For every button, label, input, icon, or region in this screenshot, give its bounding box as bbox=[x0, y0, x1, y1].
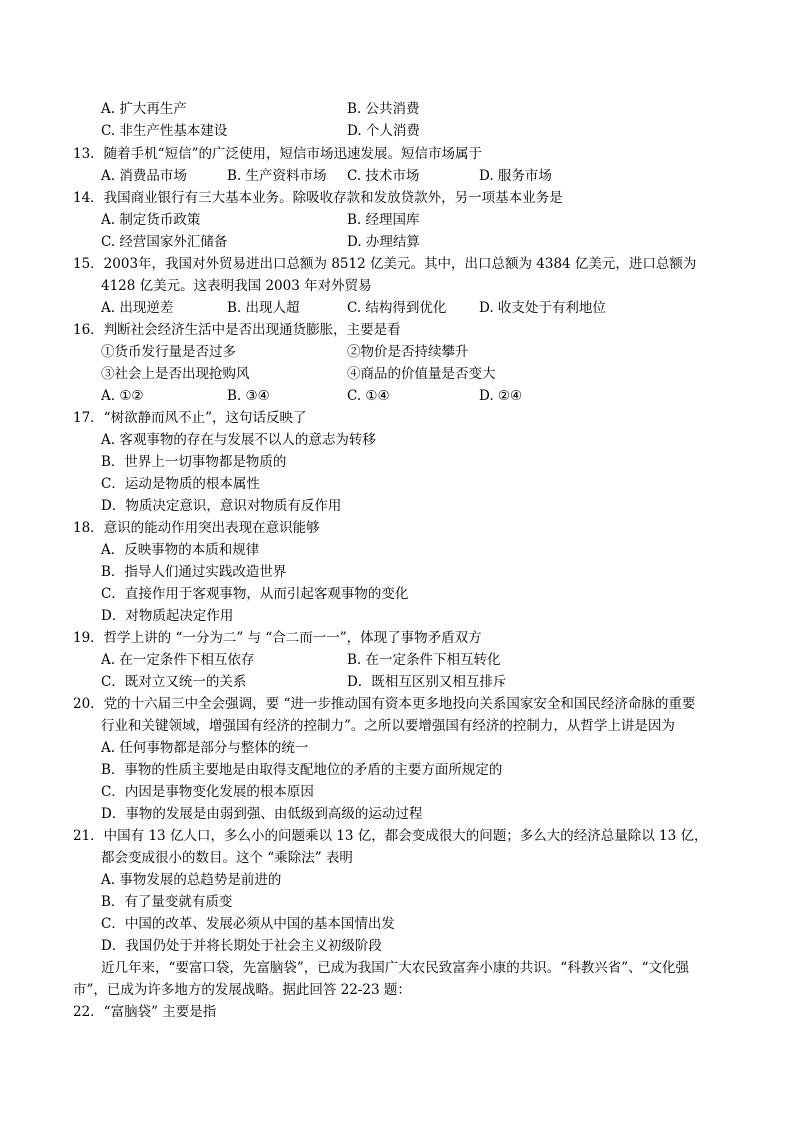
answer-option: A. 在一定条件下相互依存 bbox=[101, 652, 255, 668]
text-line: 21．中国有 13 亿人口，多么小的问题乘以 13 亿，都会变成很大的问题；多么大的经济总量除以 13 亿， bbox=[73, 828, 708, 844]
answer-option: C. 非生产性基本建设 bbox=[101, 123, 228, 139]
text-line: 市”，已成为许多地方的发展战略。据此回答 22-23 题： bbox=[73, 982, 411, 998]
text-line: B．指导人们通过实践改造世界 bbox=[101, 564, 287, 580]
answer-option: C. ①④ bbox=[347, 388, 390, 404]
answer-option: B. 生产资料市场 bbox=[227, 168, 327, 184]
answer-option: D. 个人消费 bbox=[347, 123, 420, 139]
text-line: 近几年来，“要富口袋，先富脑袋”，已成为我国广大农民致富奔小康的共识。“科教兴省”、“文化强 bbox=[101, 960, 690, 976]
text-line: B．事物的性质主要地是由取得支配地位的矛盾的主要方面所规定的 bbox=[101, 762, 503, 778]
text-line: 14．我国商业银行有三大基本业务。除吸收存款和发放贷款外，另一项基本业务是 bbox=[73, 190, 563, 206]
text-line: 15．2003年，我国对外贸易进出口总额为 8512 亿美元。其中，出口总额为 4384 亿美元，进口总额为 bbox=[73, 256, 697, 272]
text-line: B．世界上一切事物都是物质的 bbox=[101, 454, 287, 470]
answer-option: D. 服务市场 bbox=[479, 168, 552, 184]
text-line: 22．“富脑袋” 主要是指 bbox=[73, 1004, 217, 1020]
answer-option: B. 在一定条件下相互转化 bbox=[347, 652, 501, 668]
answer-option: B. 公共消费 bbox=[347, 101, 420, 117]
text-line: B．有了量变就有质变 bbox=[101, 894, 233, 910]
text-line: A. 事物发展的总趋势是前进的 bbox=[101, 872, 282, 888]
answer-option: D. 收支处于有利地位 bbox=[479, 300, 606, 316]
answer-option: C. 经营国家外汇储备 bbox=[101, 234, 228, 250]
answer-option: A. 制定货币政策 bbox=[101, 212, 201, 228]
text-line: 13．随着手机“短信”的广泛使用，短信市场迅速发展。短信市场属于 bbox=[73, 146, 482, 162]
text-line: A. 客观事物的存在与发展不以人的意志为转移 bbox=[101, 432, 376, 448]
answer-option: B. 出现人超 bbox=[227, 300, 300, 316]
text-line: 行业和关键领域，增强国有经济的控制力”。之所以要增强国有经济的控制力，从哲学上讲是因为 bbox=[101, 718, 675, 734]
answer-option: D．既相互区别又相互排斥 bbox=[347, 674, 507, 690]
answer-option: C. 技术市场 bbox=[347, 168, 420, 184]
text-line: 19．哲学上讲的 “一分为二” 与 “合二而一一”，体现了事物矛盾双方 bbox=[73, 630, 482, 646]
answer-option: A. 消费品市场 bbox=[101, 168, 187, 184]
text-line: C．中国的改革、发展必须从中国的基本国情出发 bbox=[101, 916, 395, 932]
answer-option: D. ②④ bbox=[479, 388, 523, 404]
answer-option: C．既对立又统一的关系 bbox=[101, 674, 247, 690]
answer-option: ③社会上是否出现抢购风 bbox=[101, 366, 250, 382]
answer-option: A. 扩大再生产 bbox=[101, 101, 187, 117]
text-line: 20．党的十六届三中全会强调，要 “进一步推动国有资本更多地投向关系国家安全和国民经济命脉的重要 bbox=[73, 696, 696, 712]
text-line: C．直接作用于客观事物，从而引起客观事物的变化 bbox=[101, 586, 409, 602]
answer-option: B. 经理国库 bbox=[347, 212, 420, 228]
text-line: 18．意识的能动作用突出表现在意识能够 bbox=[73, 520, 320, 536]
answer-option: C. 结构得到优化 bbox=[347, 300, 447, 316]
answer-option: A. ①② bbox=[101, 388, 144, 404]
answer-option: ①货币发行量是否过多 bbox=[101, 344, 236, 360]
text-line: A. 任何事物都是部分与整体的统一 bbox=[101, 740, 309, 756]
text-line: C．运动是物质的根本属性 bbox=[101, 476, 260, 492]
answer-option: ②物价是否持续攀升 bbox=[347, 344, 469, 360]
text-line: D．我国仍处于并将长期处于社会主义初级阶段 bbox=[101, 938, 382, 954]
answer-option: ④商品的价值量是否变大 bbox=[347, 366, 496, 382]
answer-option: A. 出现逆差 bbox=[101, 300, 174, 316]
text-line: D．事物的发展是由弱到强、由低级到高级的运动过程 bbox=[101, 806, 423, 822]
text-line: D．对物质起决定作用 bbox=[101, 608, 234, 624]
text-line: 17．“树欲静而风不止”，这句话反映了 bbox=[73, 410, 307, 426]
text-line: D．物质决定意识，意识对物质有反作用 bbox=[101, 498, 342, 514]
answer-option: D. 办理结算 bbox=[347, 234, 420, 250]
text-line: A．反映事物的本质和规律 bbox=[101, 542, 260, 558]
text-line: 16．判断社会经济生活中是否出现通货膨胀，主要是看 bbox=[73, 322, 401, 338]
answer-option: B. ③④ bbox=[227, 388, 270, 404]
text-line: 都会变成很小的数目。这个 “乘除法” 表明 bbox=[101, 850, 353, 866]
text-line: 4128 亿美元。这表明我国 2003 年对外贸易 bbox=[101, 278, 372, 294]
text-line: C．内因是事物变化发展的根本原因 bbox=[101, 784, 314, 800]
